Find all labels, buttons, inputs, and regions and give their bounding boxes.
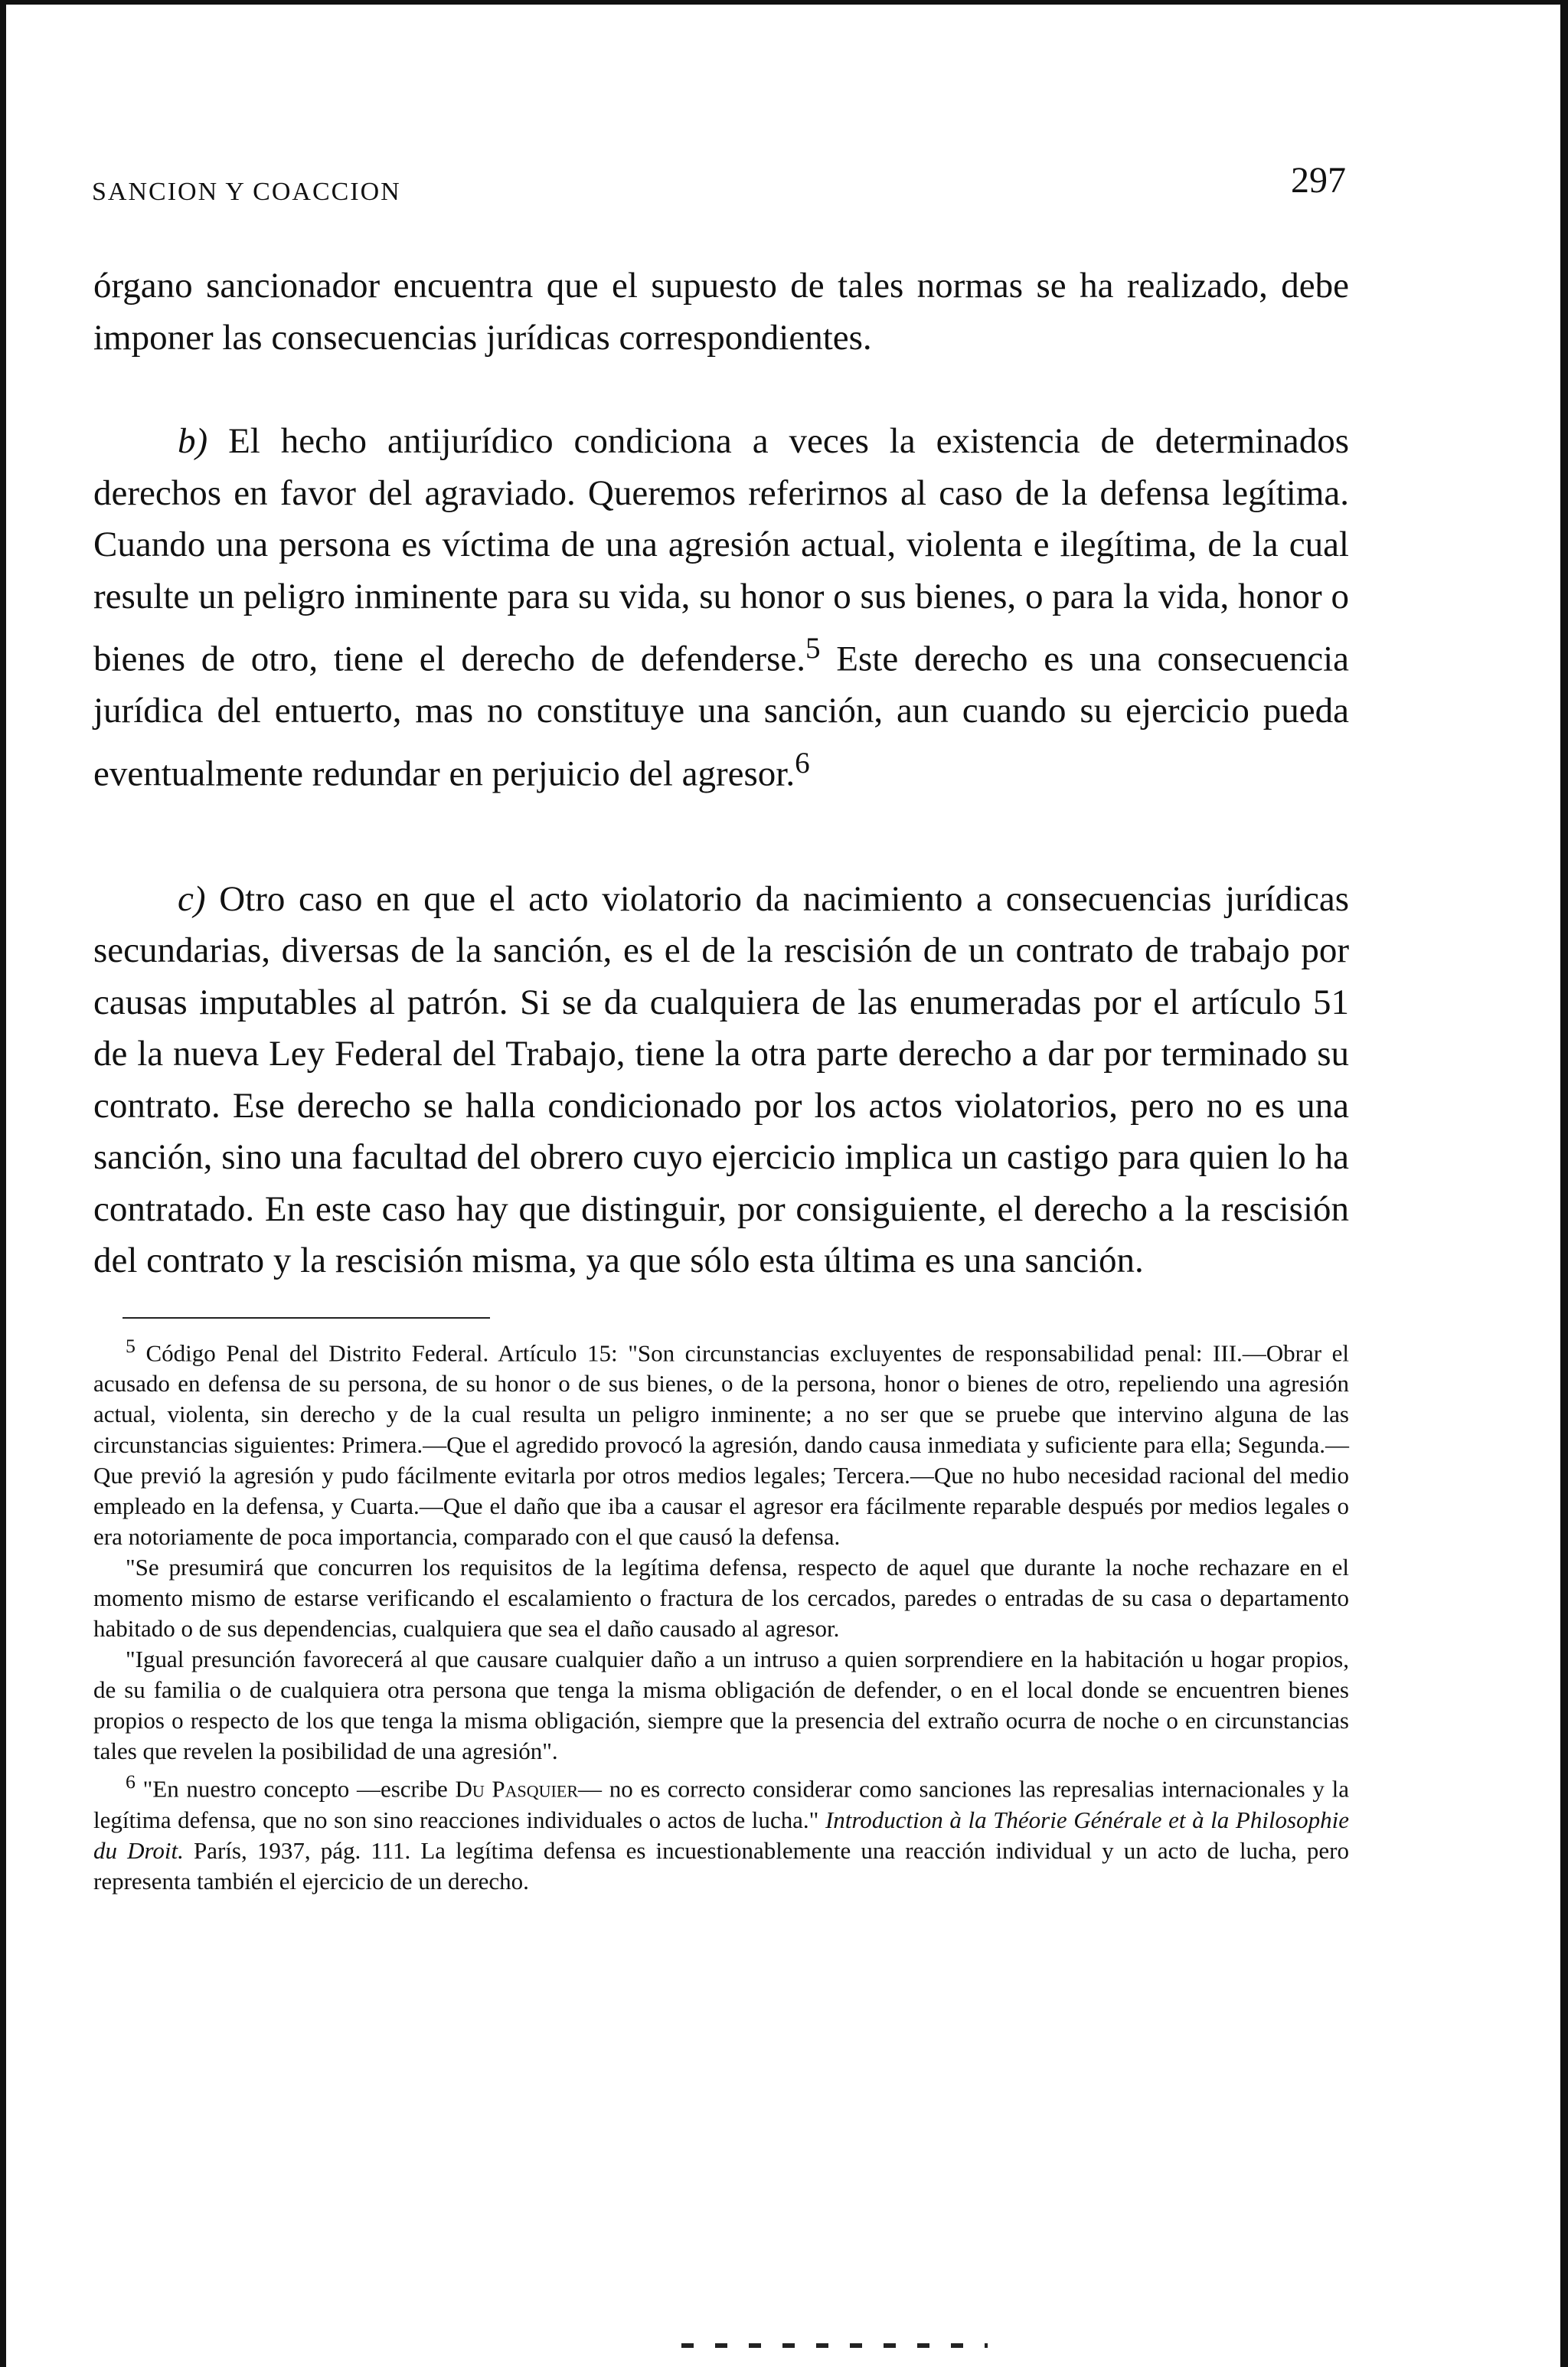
footnote-5-mark: 5 xyxy=(126,1335,136,1357)
footnote-6-title: Introduction à la Théorie Générale et à la Philosophie du Droit. xyxy=(93,1806,1349,1864)
footnote-6 xyxy=(93,1767,1349,1896)
paragraph-c xyxy=(93,874,1349,1287)
footnote-6-text-b: — no es correcto considerar como sanciones las represalias internacionales y la legítima defensa, que no son sino reacciones individuales o actos de lucha." xyxy=(93,1775,1349,1833)
footnote-5 xyxy=(93,1331,1349,1552)
footnote-ref-6: 6 xyxy=(795,746,810,780)
scan-border-right xyxy=(1560,0,1568,2367)
paragraph-c-text: Otro caso en que el acto violatorio da nacimiento a consecuencias jurídicas secundarias, diversas de la sanción, es el de la rescisión de un contrato de trabajo por causas imputables al patrón. Si se da cualquiera de las enumeradas por el artículo 51 de la nueva Ley Federal del Trabajo, tiene la otra parte derecho a dar por terminado su contrato. Ese derecho se halla condicionado por los actos violatorios, pero no es una sanción, sino una facultad del obrero cuyo ejercicio implica un castigo para quien lo ha contratado. En este caso hay que distinguir, por consiguiente, el derecho a la rescisión del contrato y la rescisión misma, ya que sólo esta última es una sanción. xyxy=(93,878,1349,1281)
scan-bottom-mark xyxy=(681,2343,988,2348)
scan-border-top xyxy=(0,0,1568,5)
body-text xyxy=(93,260,1349,1287)
page-number: 297 xyxy=(1291,160,1346,201)
scan-border-left xyxy=(0,0,6,2367)
footnote-5-text: Código Penal del Distrito Federal. Artículo 15: "Son circunstancias excluyentes de responsabilidad penal: III.—Obrar el acusado en defensa de su persona, de su honor o de sus bienes, o de la persona, honor o bienes de otro, repeliendo una agresión actual, violenta, sin derecho y de la cual resulta un peligro inminente; a no ser que se pruebe que intervino alguna de las circunstancias siguientes: Primera.—Que el agredido provocó la agresión, dando causa inmediata y suficiente para ella; Segunda.—Que previó la agresión y pudo fácilmente evitarla por otros medios legales; Tercera.—Que no hubo necesidad racional del medio empleado en la defensa, y Cuarta.—Que el daño que iba a causar el agresor era fácilmente reparable después por medios legales o era notoriamente de poca importancia, comparado con el que causó la defensa. xyxy=(93,1339,1350,1551)
paragraph-label-b: b) xyxy=(178,421,208,461)
footnote-separator xyxy=(122,1317,490,1319)
footnote-6-text-a: "En nuestro concepto —escribe xyxy=(142,1775,448,1803)
footnote-ref-5: 5 xyxy=(805,632,821,665)
running-head: SANCION Y COACCION xyxy=(92,178,401,206)
footnote-6-text-c: París, 1937, pág. 111. La legítima defensa es incuestionablemente una reacción individual y un acto de lucha, pero representa también el ejercicio de un derecho. xyxy=(93,1836,1350,1895)
paragraph-b xyxy=(93,416,1349,800)
footnote-6-author: Du Pasquier xyxy=(455,1775,578,1803)
paragraph-continuation: órgano sancionador encuentra que el supuesto de tales normas se ha realizado, debe imponer las consecuencias jurídicas correspondientes. xyxy=(93,266,1349,358)
footnote-6-mark: 6 xyxy=(126,1770,136,1793)
footnotes xyxy=(93,1331,1349,1897)
paragraph-b-text-cont: Este derecho es una consecuencia jurídica del entuerto, mas no constituye una sanción, aun cuando su ejercicio pueda eventualmente redundar en perjuicio del agresor. xyxy=(93,639,1350,794)
paragraph-label-c: c) xyxy=(178,878,206,919)
footnote-5-para-3: "Igual presunción favorecerá al que causare cualquier daño a un intruso a quien sorprendiere en la habitación u hogar propios, de su familia o de cualquiera otra persona que tenga la misma obligación de defender, o en el local donde se encuentren bienes propios o respecto de los que tenga la misma obligación, siempre que la presencia del extraño ocurra de noche o en circunstancias tales que revelen la posibilidad de una agresión". xyxy=(93,1646,1349,1765)
paragraph-b-text: El hecho antijurídico condiciona a veces la existencia de determinados derechos en favor del agraviado. Queremos referirnos al caso de la defensa legítima. Cuando una persona es víctima de una agresión actual, violenta e ilegítima, de la cual resulte un peligro inminente para su vida, su honor o sus bienes, o para la vida, honor o bienes de otro, tiene el derecho de defenderse. xyxy=(93,421,1349,679)
footnote-5-para-2: "Se presumirá que concurren los requisitos de la legítima defensa, respecto de aquel que durante la noche rechazare en el momento mismo de estarse verificando el escalamiento o fractura de los cercados, paredes o entradas de su casa o departamento habitado o de sus dependencias, cualquiera que sea el daño causado al agresor. xyxy=(93,1554,1349,1643)
